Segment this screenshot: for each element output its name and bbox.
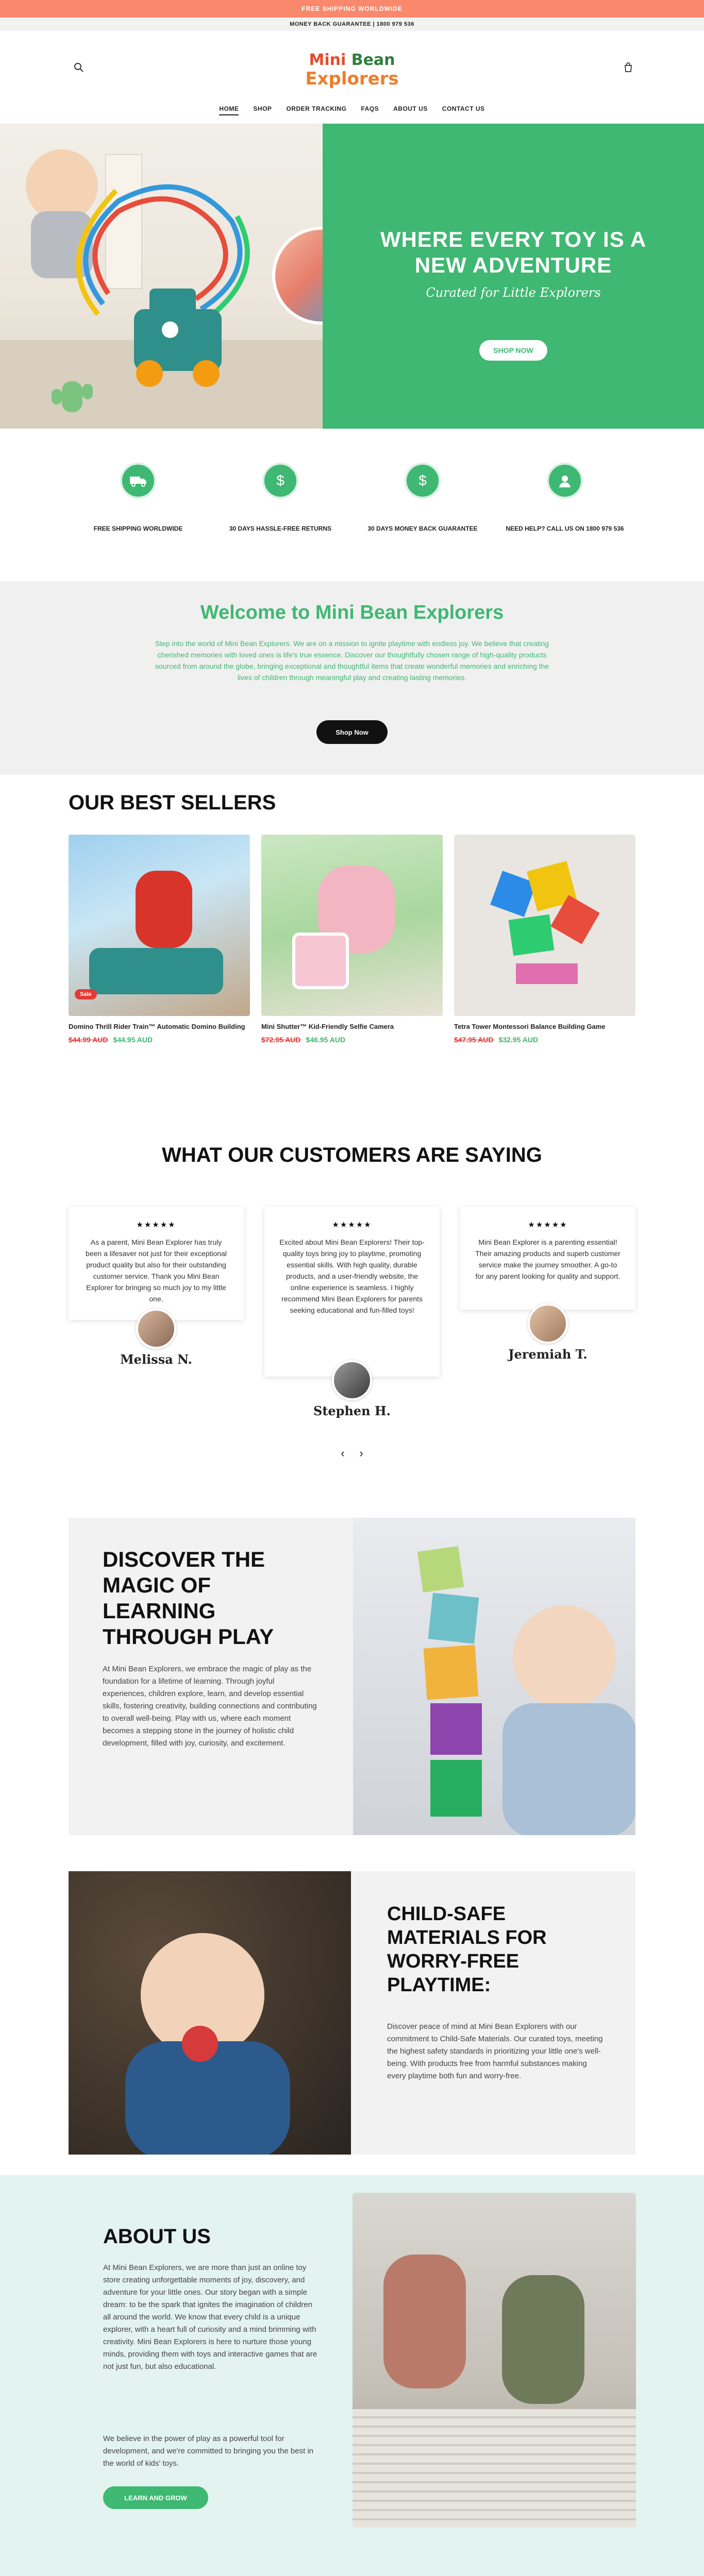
welcome-title: Welcome to Mini Bean Explorers	[200, 602, 504, 623]
product-image-figure	[136, 871, 192, 948]
bed	[353, 2409, 636, 2528]
chevron-right-icon[interactable]: ›	[359, 1447, 363, 1460]
new-price: $46.95 AUD	[306, 1036, 346, 1044]
child-figure	[383, 2255, 466, 2388]
best-sellers-title: OUR BEST SELLERS	[69, 791, 276, 814]
testimonial-text: Excited about Mini Bean Explorers! Their top-quality toys bring joy to playtime, promoting essential skills. With high quality, durable products, and a user-friendly website, the online experience is seamless. I highly recommend Mini Bean Explorers for parents seeking educational and fun-filled toys!	[279, 1238, 425, 1314]
toy-ball	[182, 2026, 218, 2062]
nav-shop[interactable]: SHOP	[253, 105, 272, 112]
nav-about-us[interactable]: ABOUT US	[393, 105, 428, 112]
product-price	[261, 1036, 443, 1044]
hero-banner	[0, 124, 704, 429]
testimonial-text: Mini Bean Explorer is a parenting essential! Their amazing products and superb customer service make the journey smoother. A go-to for any parent looking for quality and support.	[475, 1238, 621, 1280]
old-price: $44.99 AUD	[69, 1036, 108, 1044]
announcement-bar	[0, 0, 704, 18]
product-image[interactable]	[454, 835, 635, 1016]
discover-image	[353, 1518, 635, 1835]
logo[interactable]	[296, 52, 408, 101]
feature-label: NEED HELP? CALL US ON 1800 979 536	[506, 525, 624, 532]
feature-shipping	[76, 463, 200, 533]
product-name[interactable]: Mini Shutter™ Kid-Friendly Selfie Camera	[261, 1023, 394, 1030]
product-image-block	[509, 914, 555, 956]
announcement-text: FREE SHIPPING WORLDWIDE	[301, 5, 403, 12]
discover-text-panel	[69, 1518, 353, 1835]
product-image-toy	[89, 948, 223, 994]
testimonials-title: WHAT OUR CUSTOMERS ARE SAYING	[162, 1144, 542, 1166]
toy-block	[430, 1760, 482, 1817]
new-price: $32.95 AUD	[498, 1036, 539, 1044]
old-price: $47.95 AUD	[454, 1036, 494, 1044]
dollar-icon: $	[262, 463, 298, 499]
discover-body: At Mini Bean Explorers, we embrace the magic of play as the foundation for a lifetime of learning. Through joyful experiences, children explore, learn, and develop essential skills, fostering creativity, building connections and contributing to overall well-being. Play with us, where each moment becomes a stepping stone in the journey of holistic child development, filled with joy, curiosity, and excitement.	[103, 1665, 317, 1748]
hero-green-panel	[323, 124, 704, 429]
hero-shop-now-button[interactable]: SHOP NOW	[479, 340, 547, 361]
testimonial-name: Stephen H.	[313, 1403, 391, 1418]
testimonial-card	[69, 1207, 244, 1320]
feature-label: 30 DAYS MONEY BACK GUARANTEE	[367, 525, 478, 532]
product-card[interactable]	[454, 835, 635, 1044]
testimonial-card	[460, 1207, 635, 1310]
product-image-base	[516, 963, 578, 984]
childsafe-body: Discover peace of mind at Mini Bean Explorers with our commitment to Child-Safe Materials. Our curated toys, meeting the highest safety standards in prioritizing your little one's well-being. With products free from harmful substances making every playtime both fun and worry-free.	[387, 2022, 603, 2080]
support-icon	[547, 463, 583, 499]
about-image	[353, 2193, 636, 2528]
toy-block	[430, 1703, 482, 1755]
about-body-2: We believe in the power of play as a powerful tool for development, and we're committed to bringing you the best in the world of kids' toys.	[103, 2434, 314, 2468]
hero-image	[0, 124, 323, 429]
money-back-text: MONEY BACK GUARANTEE | 1800 979 536	[290, 21, 414, 27]
star-rating: ★★★★★	[528, 1221, 568, 1229]
childsafe-image	[69, 1871, 351, 2155]
truck-icon	[120, 463, 156, 499]
star-rating: ★★★★★	[332, 1221, 372, 1229]
search-icon[interactable]	[72, 61, 86, 74]
about-section	[0, 2175, 704, 2576]
old-price: $72.95 AUD	[261, 1036, 301, 1044]
testimonial-text: As a parent, Mini Bean Explorer has truly been a lifesaver not just for their exceptional product quality but also for their outstanding customer service. Thank you Mini Bean Explorer for bringing so much joy to my little one.	[86, 1238, 227, 1303]
about-body: At Mini Bean Explorers, we are more than just an online toy store creating unforgettable moments of joy, discovery, and adventure for your little ones. Our story began with a simple dream: to be the spark that ignites the imagination of children all around the world. We know that every child is a unique explorer, with a heart full of curiosity and a mind brimming with creativity. Mini Bean Explorers is here to nurture those young minds, providing them with toys and interactive games that are not just fun, but also educational.	[103, 2263, 317, 2371]
product-image[interactable]	[69, 835, 250, 1016]
childsafe-text-panel	[351, 1871, 635, 2155]
welcome-shop-now-button[interactable]: Shop Now	[316, 720, 388, 744]
features-row	[0, 429, 704, 581]
hero-title-line-2: NEW ADVENTURE	[414, 253, 612, 277]
child-head	[513, 1605, 616, 1708]
product-card[interactable]	[69, 835, 250, 1044]
money-back-icon: $	[405, 463, 441, 499]
logo-bean: Bean	[351, 51, 395, 69]
product-price	[454, 1036, 635, 1044]
star-rating: ★★★★★	[136, 1221, 176, 1229]
child-body	[502, 1703, 635, 1835]
about-title: ABOUT US	[103, 2225, 211, 2248]
logo-mini: Mini	[309, 51, 346, 69]
toy-block	[417, 1546, 464, 1592]
logo-explorers: Explorers	[305, 69, 399, 89]
feature-help	[503, 463, 627, 533]
nav-contact-us[interactable]: CONTACT US	[442, 105, 485, 112]
main-nav	[0, 105, 704, 115]
sale-badge: Sale	[75, 989, 97, 999]
testimonial-card	[264, 1207, 440, 1377]
childsafe-title: CHILD-SAFE MATERIALS FOR WORRY-FREE PLAYTIME:	[387, 1903, 547, 1996]
product-price	[69, 1036, 250, 1044]
learn-and-grow-button[interactable]: LEARN AND GROW	[103, 2486, 208, 2509]
logo-line-1	[296, 52, 408, 69]
product-name[interactable]: Domino Thrill Rider Train™ Automatic Domino Building	[69, 1023, 245, 1030]
product-image-camera	[292, 933, 349, 989]
money-back-bar	[0, 18, 704, 31]
testimonial-name: Jeremiah T.	[508, 1347, 588, 1362]
avatar	[332, 1360, 372, 1400]
new-price: $44.95 AUD	[113, 1036, 153, 1044]
welcome-section	[0, 581, 704, 775]
nav-faqs[interactable]: FAQS	[361, 105, 379, 112]
child-figure	[502, 2275, 584, 2404]
nav-order-tracking[interactable]: ORDER TRACKING	[286, 105, 347, 112]
avatar	[136, 1309, 176, 1349]
hero-title-line-1: WHERE EVERY TOY IS A	[380, 227, 647, 251]
discover-title: DISCOVER THE MAGIC OF LEARNING THROUGH PLAY	[103, 1547, 274, 1649]
chevron-left-icon[interactable]: ‹	[341, 1447, 345, 1460]
toy-block	[428, 1593, 479, 1644]
feature-returns	[219, 463, 342, 533]
testimonial-name: Melissa N.	[120, 1352, 192, 1367]
feature-label: FREE SHIPPING WORLDWIDE	[93, 525, 183, 532]
nav-home[interactable]: HOME	[219, 105, 239, 115]
feature-money-back	[361, 463, 484, 533]
toy-block	[424, 1645, 479, 1700]
avatar	[528, 1303, 568, 1344]
feature-label: 30 DAYS HASSLE-FREE RETURNS	[229, 525, 332, 532]
product-card[interactable]	[261, 835, 443, 1044]
hero-subtitle: Curated for Little Explorers	[426, 285, 601, 300]
welcome-body: Step into the world of Mini Bean Explorers. We are on a mission to ignite playtime with endless joy. We believe that creating cherished memories with loved ones is life's true essence. Discover our thoughtfully chosen range of high-quality products sourced from around the globe, bringing exceptional and thoughtful items that create wonderful memories and enriching the lives of children through meaningful play and creating lasting memories.	[155, 639, 549, 682]
cart-icon[interactable]	[622, 61, 635, 74]
product-name[interactable]: Tetra Tower Montessori Balance Building Game	[454, 1023, 606, 1030]
hero-title	[323, 227, 704, 278]
product-image[interactable]	[261, 835, 443, 1016]
